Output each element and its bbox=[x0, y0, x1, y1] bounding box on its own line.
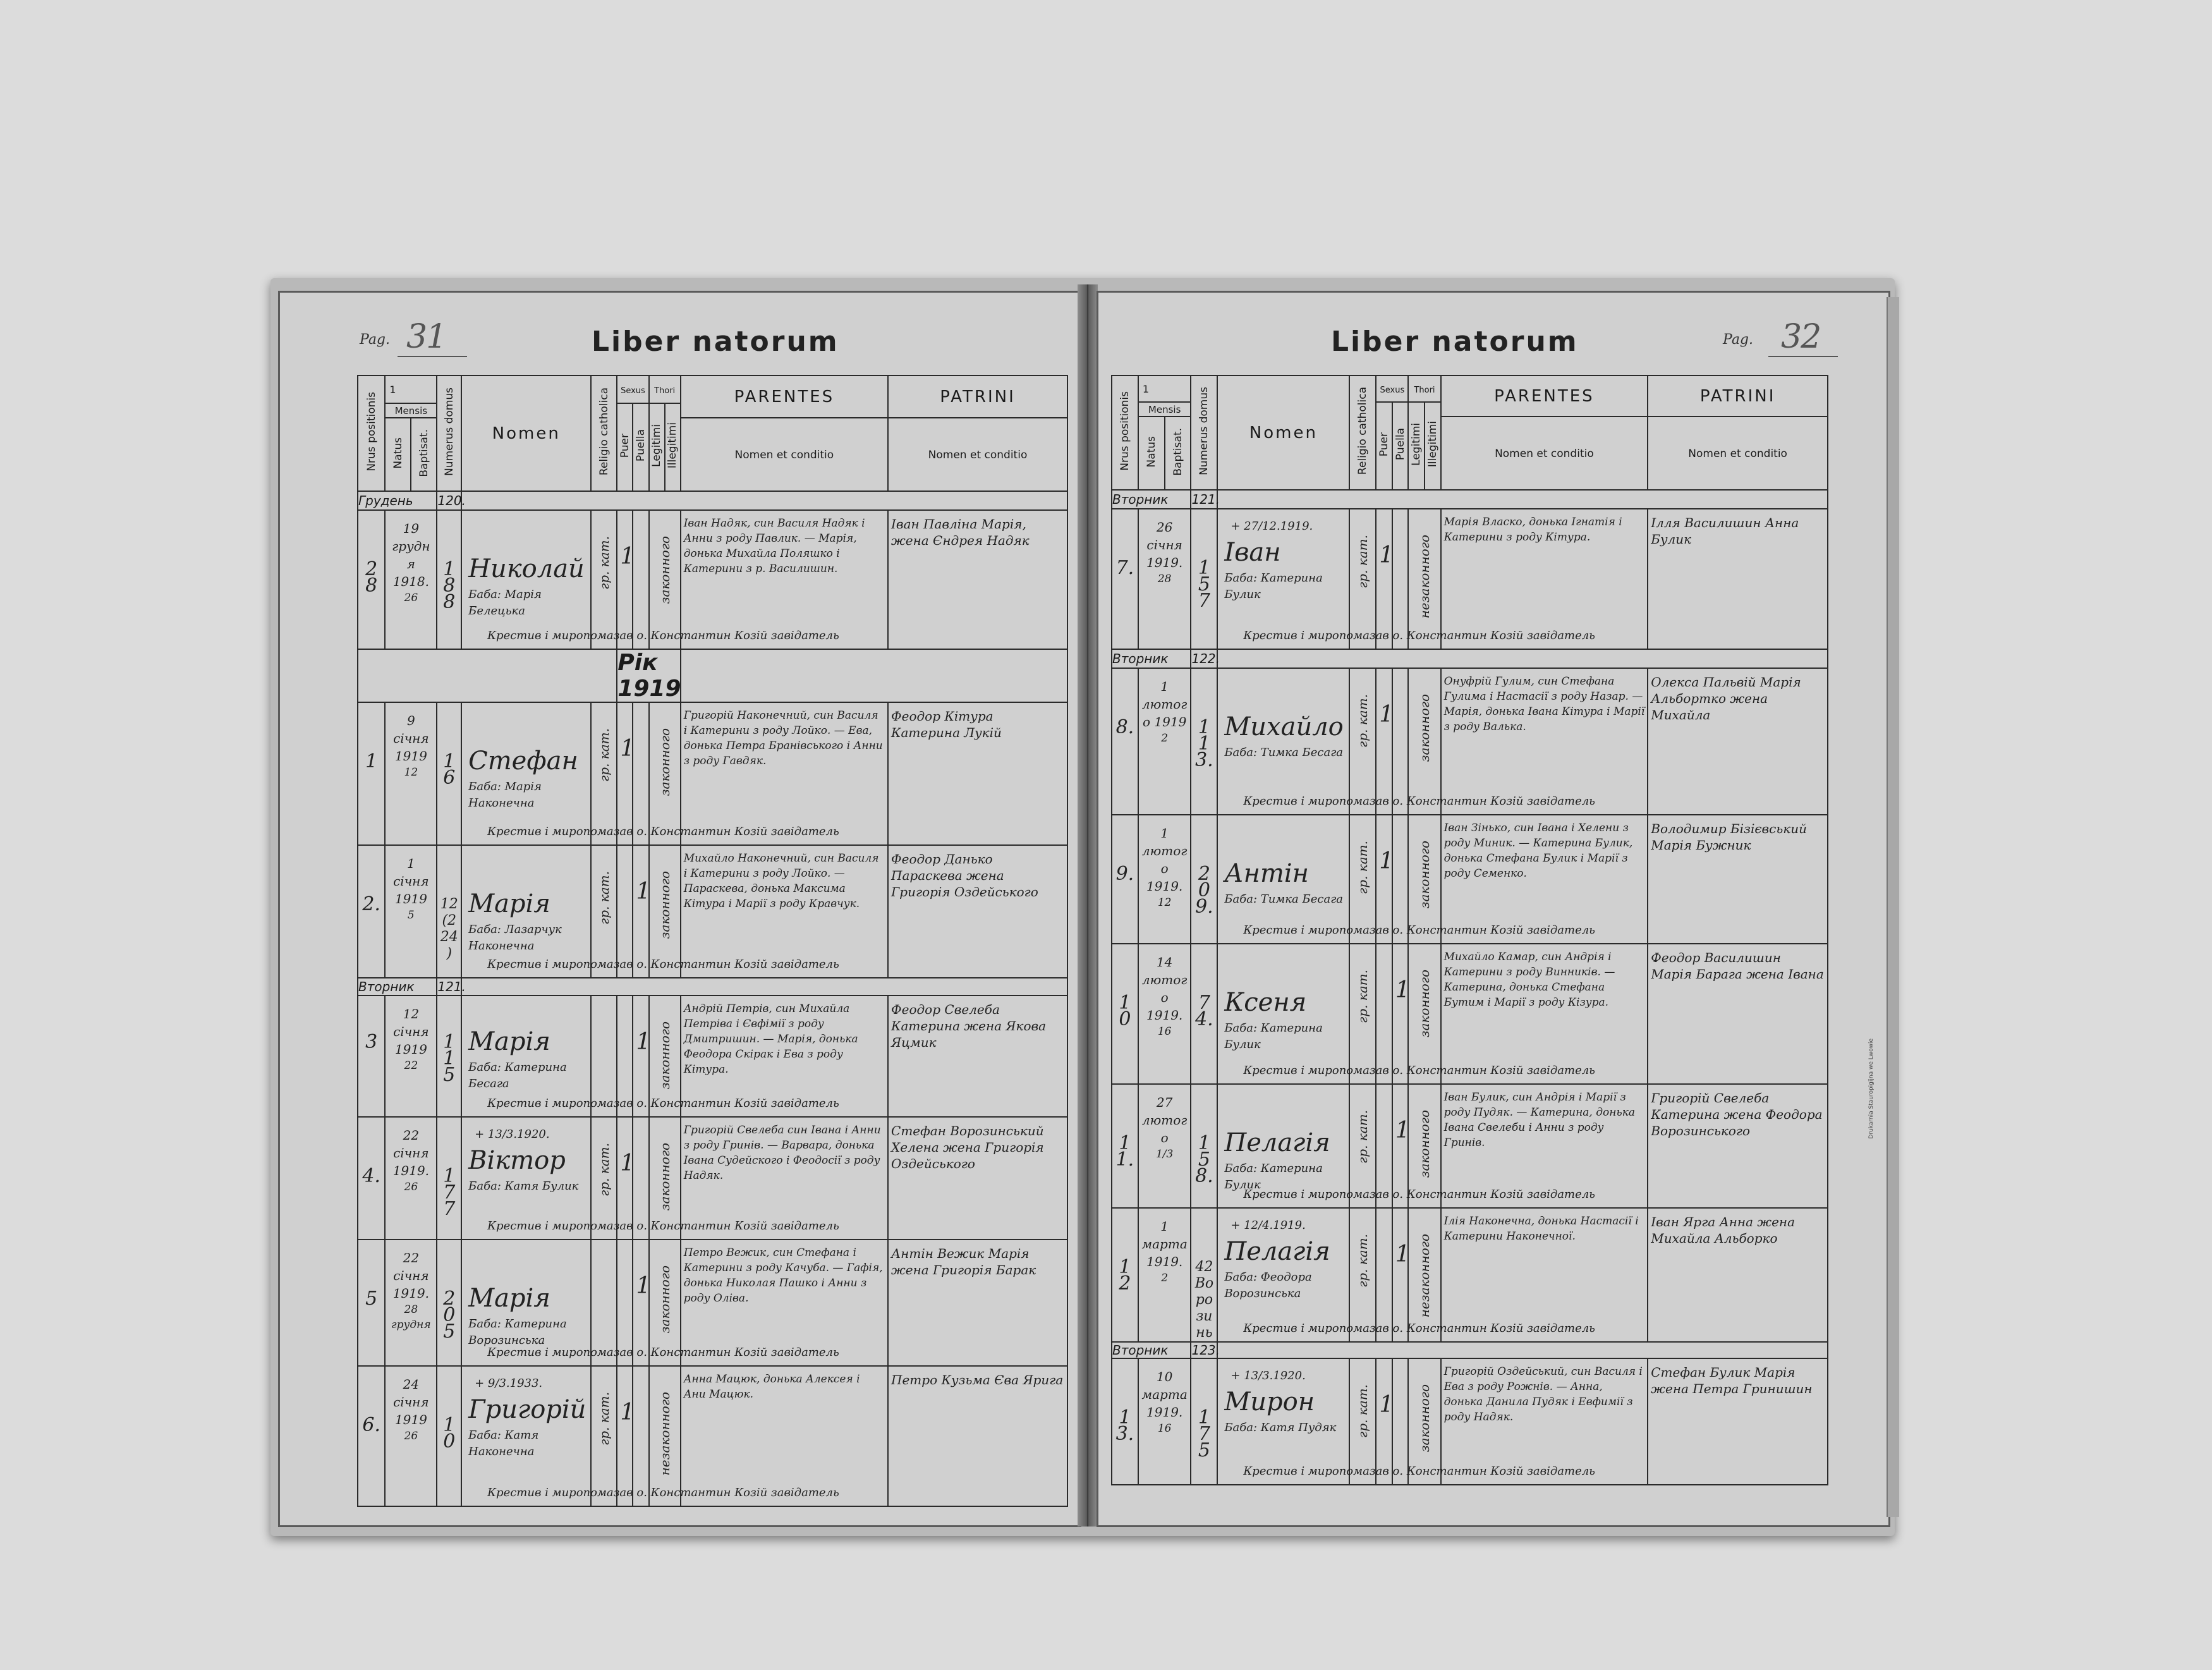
header-parentes: PARENTES bbox=[681, 375, 888, 418]
pag-label: Pag. bbox=[1723, 332, 1754, 348]
entry-nr: 28 bbox=[358, 510, 385, 649]
table-row: 2. 1 січня 1919 5 12 (224) Марія Баба: Лазарчук Наконечна Крестив і миропомазав о. Константин Козій завідатель гр. кат. 1 законного Михайло Наконечний, син Василя і Катерини з роду Лойко. — Параскева, донька Максима Кітура і Марії з роду Кравчук. Феодор Данько Параскева жена Григорія Оздейського bbox=[358, 845, 1067, 978]
chrism-note: Крестив і миропомазав о. Константин Козій завідатель bbox=[1243, 1465, 1595, 1478]
chrism-note: Крестив і миропомазав о. Константин Козій завідатель bbox=[1243, 629, 1595, 642]
table-row: 11. 27 лютого 1/3 158. Пелагія Баба: Катерина Булик Крестив і миропомазав о. Константин Козій завідатель гр. кат. 1 законного Іван Булик, син Андрія і Марії з роду Пудяк. — Катерина, донька Івана Свелеби і Анни з роду Гринів. Григорій Свелеба Катерина жена Феодора Ворозинського bbox=[1112, 1084, 1828, 1208]
chrism-note: Крестив і миропомазав о. Константин Козій завідатель bbox=[487, 1346, 839, 1359]
printer-note: Drukarnia Stauropigijna we Lwowie bbox=[1868, 1039, 1875, 1139]
table-row: 5 22 січня 1919. 28 грудня 205 Марія Баба: Катерина Ворозинська Крестив і миропомазав о. Константин Козій завідатель 1 законного Петро Вежик, син Стефана і Катерини з роду Качуба. — Гафія, донька Николая Пашко і Анни з роду Оліва. Антін Вежик Марія жена Григорія Барак bbox=[358, 1240, 1067, 1366]
chrism-note: Крестив і миропомазав о. Константин Козій завідатель bbox=[487, 1219, 839, 1233]
book-gutter bbox=[1078, 284, 1098, 1527]
table-row bbox=[358, 510, 1067, 649]
page-title: Liber natorum bbox=[1331, 326, 1579, 358]
month-row: Вторник 122. bbox=[1112, 649, 1828, 668]
table-row: 10 14 лютого 1919. 16 74. Ксеня Баба: Катерина Булик Крестив і миропомазав о. Константин Козій завідатель гр. кат. 1 законного Михайло Камар, син Андрія і Катерини з роду Винників. — Катерина, донька Стефана Бутим і Марії з роду Кізура. Феодор Василишин Марія Барага жена Івана bbox=[1112, 944, 1828, 1084]
chrism-note: Крестив і миропомазав о. Константин Козій завідатель bbox=[487, 1486, 839, 1499]
page-number: 32 bbox=[1781, 318, 1821, 356]
table-row: 12 1 марта 1919. 2 42 Ворозинь + 12/4.1919. Пелагія Баба: Феодора Ворозинська Крестив і миропомазав о. Константин Козій завідатель гр. кат. 1 незаконного Ілія Наконечна, донька Настасії і Катерини Наконечної. Іван Ярга Анна жена Михайла Альборко bbox=[1112, 1208, 1828, 1342]
page-edges bbox=[1887, 297, 1899, 1517]
chrism-note: Крестив і миропомазав о. Константин Козій завідатель bbox=[1243, 1322, 1595, 1335]
page-number-line bbox=[398, 356, 467, 357]
table-row: 13. 10 марта 1919. 16 175 + 13/3.1920. Мирон Баба: Катя Пудяк Крестив і миропомазав о. Константин Козій завідатель гр. кат. 1 законного Григорій Оздейський, син Василя і Ева з роду Рожнів. — Анна, донька Данила Пудяк і Евфимії з роду Надяк. Стефан Булик Марія жена Петра Гринишин bbox=[1112, 1358, 1828, 1485]
page-number: 31 bbox=[406, 318, 446, 356]
month-row: Вторник 123. bbox=[1112, 1342, 1828, 1358]
entry-patrini: Іван Павліна Марія, жена Єндрея Надяк bbox=[888, 510, 1067, 649]
month-row: Вторник 121. bbox=[1112, 490, 1828, 509]
entry-religio: гр. кат. bbox=[591, 510, 617, 649]
entry-puer: 1 bbox=[617, 510, 633, 649]
chrism-note: Крестив і миропомазав о. Константин Козій завідатель bbox=[487, 1097, 839, 1110]
right-page bbox=[1097, 291, 1890, 1527]
month-label: Грудень bbox=[358, 491, 437, 510]
year-row bbox=[358, 649, 1067, 702]
header-numerus-domus: Numerus domus bbox=[437, 375, 461, 491]
chrism-note: Крестив і миропомазав о. Константин Козій завідатель bbox=[1243, 1064, 1595, 1077]
pag-label: Pag. bbox=[360, 332, 391, 348]
table-row: 8. 1 лютого 1919 2 113. Михайло Баба: Тимка Бесага Крестив і миропомазав о. Константин Козій завідатель гр. кат. 1 законного Онуфрій Гулим, син Стефана Гулима і Настасії з роду Назар. — Марія, донька Івана Кітура і Марії з роду Валька. Олекса Пальвій Марія Альбортко жена Михайла bbox=[1112, 668, 1828, 815]
table-row: 7. 26 січня 1919. 28 157 + 27/12.1919. Іван Баба: Катерина Булик Крестив і миропомазав о. Константин Козій завідатель гр. кат. 1 незаконного Марія Власко, донька Ігнатія і Катерини з роду Кітура. Ілля Василишин Анна Булик bbox=[1112, 509, 1828, 649]
header-puella: Puella bbox=[633, 403, 648, 491]
chrism-note: Крестив і миропомазав о. Константин Козій завідатель bbox=[487, 629, 839, 642]
table-row: 3 12 січня 1919 22 115 Марія Баба: Катерина Бесага Крестив і миропомазав о. Константин Козій завідатель 1 законного Андрій Петрів, син Михайла Петріва і Євфімії з роду Дмитришин. — Марія, донька Феодора Скірак і Ева з роду Кітура. Феодор Свелеба Катерина жена Якова Яцмик bbox=[358, 996, 1067, 1117]
entry-puella bbox=[633, 510, 648, 649]
house-total: 120. bbox=[437, 491, 461, 510]
table-row: 1 9 січня 1919 12 16 Стефан Баба: Марія Наконечна Крестив і миропомазав о. Константин Козій завідатель гр. кат. 1 законного Григорій Наконечний, син Василя і Катерини з роду Лойко. — Ева, донька Петра Бранівського і Анни з роду Гавдяк. Феодор Кітура Катерина Лукій bbox=[358, 702, 1067, 845]
entry-name: Николай Баба: Марія Белецька Крестив і миропомазав о. Константин Козій завідатель bbox=[461, 510, 591, 649]
table-row: 9. 1 лютого 1919. 12 209. Антін Баба: Тимка Бесага Крестив і миропомазав о. Константин Козій завідатель гр. кат. 1 законного Іван Зінько, син Івана і Хелени з роду Миник. — Катерина Булик, донька Стефана Булик і Марії з роду Семенко. Володимир Бізієвський Марія Бужник bbox=[1112, 815, 1828, 944]
header-thori: Thori bbox=[649, 375, 681, 403]
table-row: 4. 22 січня 1919. 26 177 + 13/3.1920. Віктор Баба: Катя Булик Крестив і миропомазав о. Константин Козій завідатель гр. кат. 1 законного Григорій Свелеба син Івана і Анни з роду Гринів. — Варвара, донька Івана Судейского і Феодосії з роду Надяк. Стефан Ворозинський Хелена жена Григорія Оздейського bbox=[358, 1117, 1067, 1240]
death-note: + 9/3.1933. bbox=[475, 1377, 543, 1390]
death-note: + 27/12.1919. bbox=[1231, 520, 1313, 533]
chrism-note: Крестив і миропомазав о. Константин Козій завідатель bbox=[1243, 923, 1595, 937]
header-patrini-sub: Nomen et conditio bbox=[888, 418, 1067, 491]
chrism-note: Крестив і миропомазав о. Константин Козій завідатель bbox=[487, 825, 839, 838]
register-table-left bbox=[357, 375, 1068, 1507]
header-nomen: Nomen bbox=[461, 375, 591, 491]
year-line: Рік 1919 bbox=[617, 650, 681, 702]
entry-thori: законного bbox=[649, 510, 681, 649]
entry-dates: 19 грудня 1918. 26 bbox=[385, 510, 437, 649]
page-title: Liber natorum bbox=[592, 326, 839, 358]
chrism-note: Крестив і миропомазав о. Константин Козій завідатель bbox=[1243, 1188, 1595, 1201]
chrism-note: Крестив і миропомазав о. Константин Козій завідатель bbox=[1243, 795, 1595, 808]
header-sexus: Sexus bbox=[617, 375, 648, 403]
entry-domus: 188 bbox=[437, 510, 461, 649]
header-col-index: 1 bbox=[385, 375, 437, 403]
month-row bbox=[358, 491, 1067, 510]
death-note: + 13/3.1920. bbox=[1231, 1369, 1306, 1382]
chrism-note: Крестив і миропомазав о. Константин Козій завідатель bbox=[487, 958, 839, 971]
table-row: 6. 24 січня 1919 26 10 + 9/3.1933. Григорій Баба: Катя Наконечна Крестив і миропомазав о. Константин Козій завідатель гр. кат. 1 незаконного Анна Мацюк, донька Алексея і Ани Мацюк. Петро Кузьма Єва Ярига bbox=[358, 1366, 1067, 1506]
page-number-line bbox=[1768, 356, 1838, 357]
header-religio: Religio catholica bbox=[591, 375, 617, 491]
header-illegitimi: Illegitimi bbox=[665, 403, 681, 491]
header-baptisat: Baptisat. bbox=[411, 418, 437, 491]
header-puer: Puer bbox=[617, 403, 633, 491]
header-nrus: Nrus positionis bbox=[358, 375, 385, 491]
month-row: Вторник 121. bbox=[358, 978, 1067, 996]
entry-parentes: Іван Надяк, син Василя Надяк і Анни з роду Павлик. — Марія, донька Михайла Поляшко і Катерини з р. Василишин. bbox=[681, 510, 888, 649]
header-mensis: Mensis bbox=[385, 403, 437, 418]
header-patrini: PATRINI bbox=[888, 375, 1067, 418]
death-note: + 13/3.1920. bbox=[475, 1128, 550, 1141]
header-parentes-sub: Nomen et conditio bbox=[681, 418, 888, 491]
death-note: + 12/4.1919. bbox=[1231, 1219, 1306, 1232]
header-legitimi: Legitimi bbox=[649, 403, 665, 491]
header-natus: Natus bbox=[385, 418, 411, 491]
left-page bbox=[278, 291, 1081, 1527]
register-table-right: Nrus positionis 1 Numerus domus Nomen Religio catholica Sexus Thori PARENTES PATRINI Mensis Puer Puella Legitimi Illegitimi Natus Baptisat. Nomen et conditio Nomen et conditio Вторник 121. 7. 26 січня 1919. 28 157 + 27/12.1919. Іван Баба: Катерина Булик Крестив і миропомазав о. Константин Козій завідатель гр. кат. 1 незаконного Марія Власко, донька Ігнатія і Катерини з роду Кітура. Ілля Василишин Анна Булик Вторник 122. 8. 1 лютого 1919 2 113. Михайло Баба: Тимка Бесага Крестив і миропомазав о. Константин Козій завідатель гр. кат. 1 законного Онуфрій Гулим, син Стефана Гулима і Настасії з роду Назар. — Марія, донька Івана Кітура і Марії з роду Валька. Олекса Пальвій Марія Альбортко жена Михайла 9. 1 лютого 1919. 12 209. Антін Баба: Тимка Бесага Крестив і миропомазав о. Константин Козій завідатель гр. кат. 1 законного Іван Зінько, син Івана і Хелени з роду Миник. — Катерина Булик, донька Стефана Булик і Марії з роду Семенко. Володимир Бізієвський Марія Бужник 10 14 лютого 1919. 16 74. Ксеня Баба: Катерина Булик Крестив і миропомазав о. Константин Козій завідатель гр. кат. 1 законного Михайло Камар, син Андрія і Катерини з роду Винників. — Катерина, донька Стефана Бутим і Марії з роду Кізура. Феодор Василишин Марія Барага жена Івана 11. 27 лютого 1/3 158. Пелагія Баба: Катерина Булик Крестив і миропомазав о. Константин Козій завідатель гр. кат. 1 законного Іван Булик, син Андрія і Марії з роду Пудяк. — Катерина, донька Івана Свелеби і Анни з роду Гринів. Григорій Свелеба Катерина жена Феодора Ворозинського 12 1 марта 1919. 2 42 Ворозинь + 12/4.1919. Пелагія Баба: Феодора Ворозинська Крестив і миропомазав о. Константин Козій завідатель гр. кат. 1 незаконного Ілія Наконечна, донька Настасії і Катерини Наконечної. Іван Ярга Анна жена Михайла Альборко Вторник 123. 13. 10 марта 1919. 16 175 + 13/3.1920. Мирон Баба: Катя Пудяк Крестив і миропомазав о. Константин Козій завідатель гр. кат. 1 законного Григорій Оздейський, син Василя і Ева з роду Рожнів. — Анна, донька Данила Пудяк і Евфимії з роду Надяк. Стефан Булик Марія жена Петра Гринишин bbox=[1111, 375, 1828, 1485]
